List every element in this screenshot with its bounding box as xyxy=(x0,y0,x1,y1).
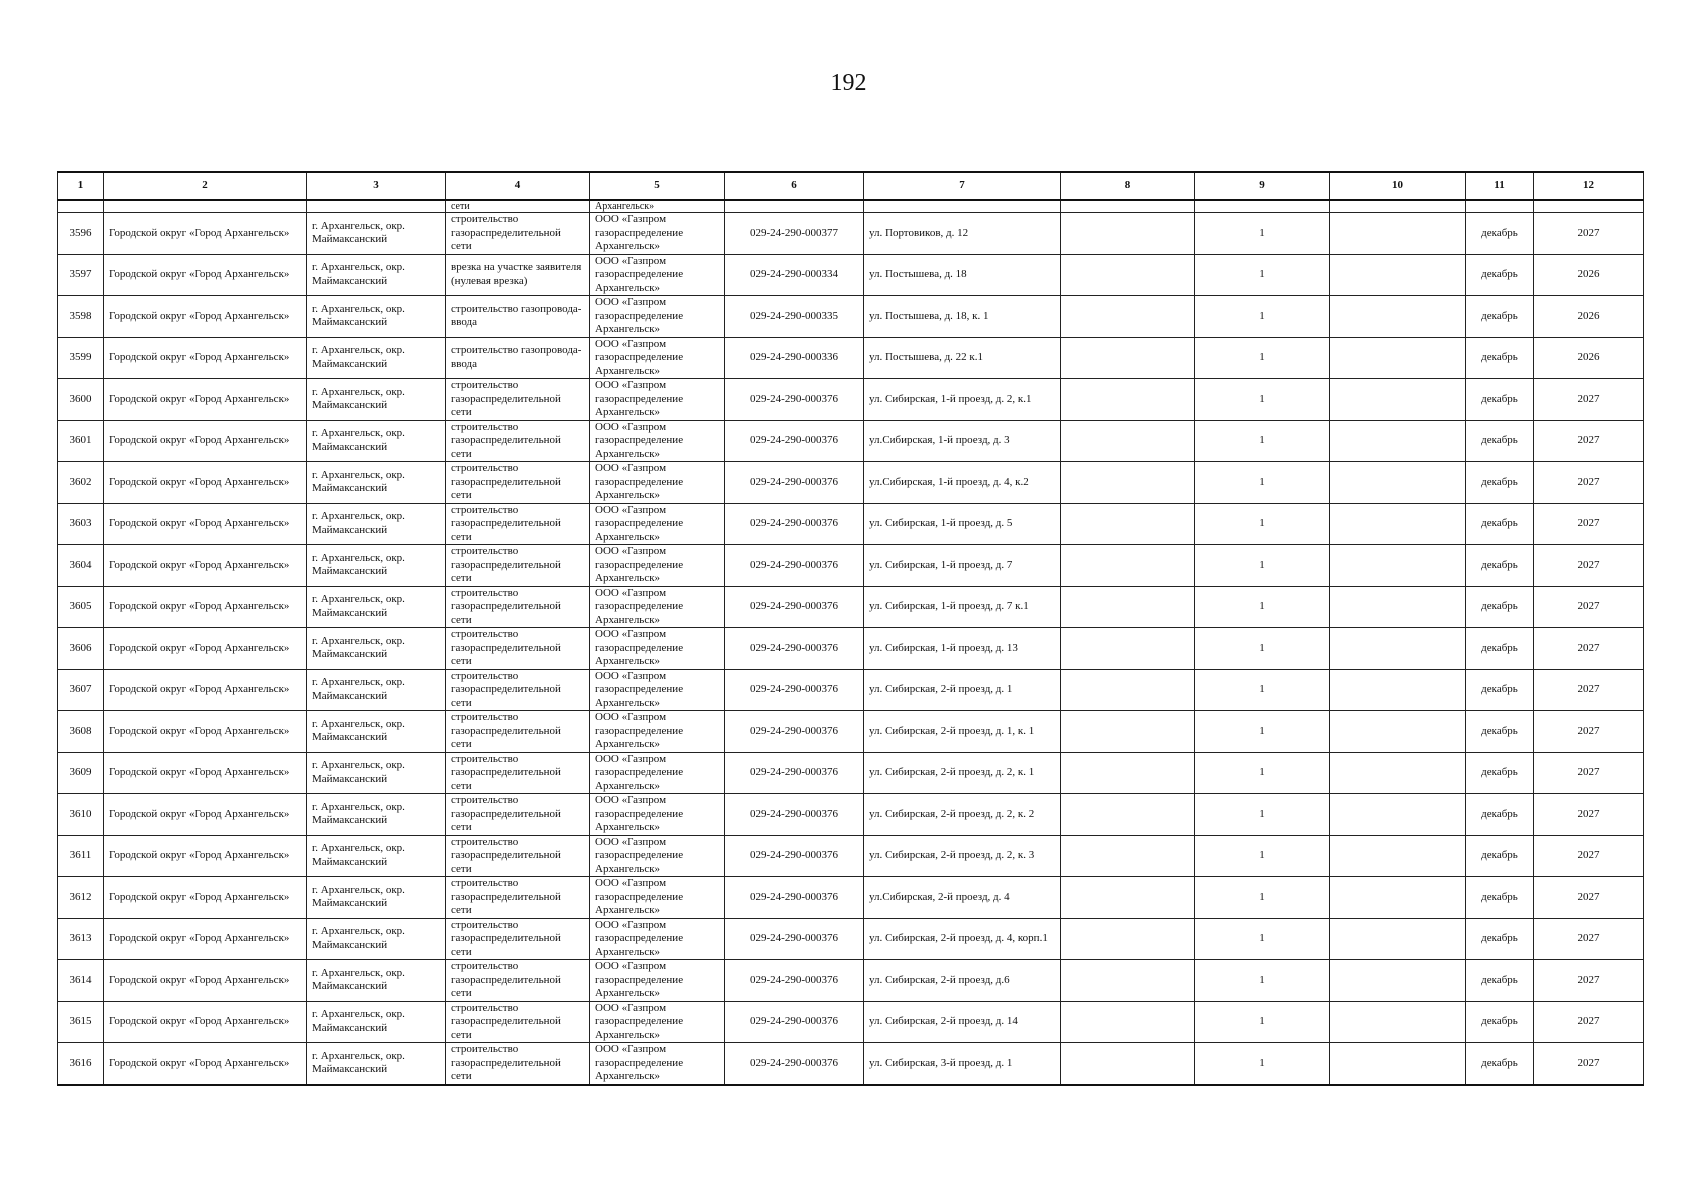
table-row xyxy=(58,420,1644,462)
month-cell: декабрь xyxy=(1466,918,1534,960)
district-cell: Городской округ «Город Архангельск» xyxy=(104,835,307,877)
work-type-cell: строительство газораспределительной сети xyxy=(446,918,590,960)
column-header: 4 xyxy=(446,172,590,200)
column-8-cell xyxy=(1061,1043,1195,1085)
locality-cell: г. Архангельск, окр. Маймаксанский xyxy=(307,420,446,462)
month-cell: декабрь xyxy=(1466,586,1534,628)
work-type-cell: строительство газораспределительной сети xyxy=(446,877,590,919)
table-row xyxy=(58,213,1644,255)
code-cell: 029-24-290-000376 xyxy=(725,918,864,960)
row-number: 3605 xyxy=(58,586,104,628)
year-cell: 2026 xyxy=(1534,296,1644,338)
address-cell: ул. Сибирская, 2-й проезд, д. 1, к. 1 xyxy=(864,711,1061,753)
count-cell: 1 xyxy=(1195,545,1330,587)
column-10-cell xyxy=(1330,711,1466,753)
address-cell: ул. Постышева, д. 22 к.1 xyxy=(864,337,1061,379)
address-cell: ул. Сибирская, 2-й проезд, д. 2, к. 3 xyxy=(864,835,1061,877)
month-cell: декабрь xyxy=(1466,794,1534,836)
column-10-cell xyxy=(1330,503,1466,545)
table-row xyxy=(58,1043,1644,1085)
code-cell: 029-24-290-000376 xyxy=(725,1001,864,1043)
district-cell: Городской округ «Город Архангельск» xyxy=(104,254,307,296)
row-number: 3610 xyxy=(58,794,104,836)
organization-cell: ООО «Газпром газораспределение Архангельск» xyxy=(590,213,725,255)
count-cell: 1 xyxy=(1195,960,1330,1002)
address-cell: ул. Сибирская, 1-й проезд, д. 7 xyxy=(864,545,1061,587)
code-cell: 029-24-290-000376 xyxy=(725,835,864,877)
header-row xyxy=(58,172,1644,200)
count-cell: 1 xyxy=(1195,213,1330,255)
year-cell: 2027 xyxy=(1534,711,1644,753)
column-header: 5 xyxy=(590,172,725,200)
table-row xyxy=(58,503,1644,545)
table-row xyxy=(58,254,1644,296)
row-number: 3597 xyxy=(58,254,104,296)
code-cell: 029-24-290-000376 xyxy=(725,379,864,421)
column-10-cell xyxy=(1330,835,1466,877)
month-cell: декабрь xyxy=(1466,379,1534,421)
organization-cell: ООО «Газпром газораспределение Архангельск» xyxy=(590,628,725,670)
address-cell: ул. Сибирская, 3-й проезд, д. 1 xyxy=(864,1043,1061,1085)
row-number: 3596 xyxy=(58,213,104,255)
month-cell: декабрь xyxy=(1466,752,1534,794)
column-10-cell xyxy=(1330,586,1466,628)
row-number: 3611 xyxy=(58,835,104,877)
column-10-cell xyxy=(1330,420,1466,462)
continuation-org: Архангельск» xyxy=(590,200,725,213)
column-10-cell xyxy=(1330,669,1466,711)
work-type-cell: строительство газораспределительной сети xyxy=(446,379,590,421)
column-10-cell xyxy=(1330,918,1466,960)
work-type-cell: строительство газораспределительной сети xyxy=(446,669,590,711)
district-cell: Городской округ «Город Архангельск» xyxy=(104,503,307,545)
locality-cell: г. Архангельск, окр. Маймаксанский xyxy=(307,254,446,296)
count-cell: 1 xyxy=(1195,586,1330,628)
address-cell: ул. Сибирская, 2-й проезд, д. 1 xyxy=(864,669,1061,711)
code-cell: 029-24-290-000376 xyxy=(725,877,864,919)
column-header: 12 xyxy=(1534,172,1644,200)
column-8-cell xyxy=(1061,835,1195,877)
month-cell: декабрь xyxy=(1466,1043,1534,1085)
count-cell: 1 xyxy=(1195,794,1330,836)
organization-cell: ООО «Газпром газораспределение Архангельск» xyxy=(590,462,725,504)
district-cell: Городской округ «Город Архангельск» xyxy=(104,794,307,836)
address-cell: ул. Постышева, д. 18 xyxy=(864,254,1061,296)
row-number: 3606 xyxy=(58,628,104,670)
count-cell: 1 xyxy=(1195,752,1330,794)
organization-cell: ООО «Газпром газораспределение Архангельск» xyxy=(590,835,725,877)
column-header: 10 xyxy=(1330,172,1466,200)
column-8-cell xyxy=(1061,669,1195,711)
column-header: 8 xyxy=(1061,172,1195,200)
count-cell: 1 xyxy=(1195,1001,1330,1043)
address-cell: ул.Сибирская, 1-й проезд, д. 4, к.2 xyxy=(864,462,1061,504)
work-type-cell: строительство газораспределительной сети xyxy=(446,794,590,836)
locality-cell: г. Архангельск, окр. Маймаксанский xyxy=(307,960,446,1002)
month-cell: декабрь xyxy=(1466,503,1534,545)
count-cell: 1 xyxy=(1195,877,1330,919)
code-cell: 029-24-290-000376 xyxy=(725,586,864,628)
district-cell: Городской округ «Город Архангельск» xyxy=(104,1043,307,1085)
district-cell: Городской округ «Город Архангельск» xyxy=(104,877,307,919)
code-cell: 029-24-290-000376 xyxy=(725,711,864,753)
district-cell: Городской округ «Город Архангельск» xyxy=(104,711,307,753)
month-cell: декабрь xyxy=(1466,337,1534,379)
locality-cell: г. Архангельск, окр. Маймаксанский xyxy=(307,1043,446,1085)
month-cell: декабрь xyxy=(1466,711,1534,753)
month-cell: декабрь xyxy=(1466,254,1534,296)
count-cell: 1 xyxy=(1195,711,1330,753)
organization-cell: ООО «Газпром газораспределение Архангельск» xyxy=(590,337,725,379)
column-10-cell xyxy=(1330,752,1466,794)
row-number: 3600 xyxy=(58,379,104,421)
locality-cell: г. Архангельск, окр. Маймаксанский xyxy=(307,503,446,545)
column-header: 1 xyxy=(58,172,104,200)
code-cell: 029-24-290-000376 xyxy=(725,462,864,504)
column-8-cell xyxy=(1061,628,1195,670)
table-row xyxy=(58,960,1644,1002)
code-cell: 029-24-290-000377 xyxy=(725,213,864,255)
work-type-cell: строительство газораспределительной сети xyxy=(446,960,590,1002)
organization-cell: ООО «Газпром газораспределение Архангельск» xyxy=(590,503,725,545)
work-type-cell: строительство газораспределительной сети xyxy=(446,586,590,628)
work-type-cell: врезка на участке заявителя (нулевая врезка) xyxy=(446,254,590,296)
month-cell: декабрь xyxy=(1466,669,1534,711)
table-row xyxy=(58,586,1644,628)
row-number: 3608 xyxy=(58,711,104,753)
column-8-cell xyxy=(1061,420,1195,462)
code-cell: 029-24-290-000376 xyxy=(725,752,864,794)
year-cell: 2026 xyxy=(1534,337,1644,379)
work-type-cell: строительство газораспределительной сети xyxy=(446,462,590,504)
column-8-cell xyxy=(1061,752,1195,794)
column-header: 9 xyxy=(1195,172,1330,200)
year-cell: 2027 xyxy=(1534,628,1644,670)
column-header: 6 xyxy=(725,172,864,200)
district-cell: Городской округ «Город Архангельск» xyxy=(104,628,307,670)
district-cell: Городской округ «Город Архангельск» xyxy=(104,337,307,379)
column-header: 11 xyxy=(1466,172,1534,200)
work-type-cell: строительство газораспределительной сети xyxy=(446,628,590,670)
month-cell: декабрь xyxy=(1466,296,1534,338)
work-type-cell: строительство газопровода-ввода xyxy=(446,296,590,338)
organization-cell: ООО «Газпром газораспределение Архангельск» xyxy=(590,1001,725,1043)
column-8-cell xyxy=(1061,586,1195,628)
count-cell: 1 xyxy=(1195,420,1330,462)
organization-cell: ООО «Газпром газораспределение Архангельск» xyxy=(590,794,725,836)
month-cell: декабрь xyxy=(1466,628,1534,670)
column-10-cell xyxy=(1330,1001,1466,1043)
year-cell: 2026 xyxy=(1534,254,1644,296)
code-cell: 029-24-290-000376 xyxy=(725,628,864,670)
year-cell: 2027 xyxy=(1534,545,1644,587)
column-10-cell xyxy=(1330,794,1466,836)
address-cell: ул. Сибирская, 1-й проезд, д. 5 xyxy=(864,503,1061,545)
district-cell: Городской округ «Город Архангельск» xyxy=(104,296,307,338)
row-number: 3599 xyxy=(58,337,104,379)
work-type-cell: строительство газораспределительной сети xyxy=(446,1001,590,1043)
organization-cell: ООО «Газпром газораспределение Архангельск» xyxy=(590,711,725,753)
district-cell: Городской округ «Город Архангельск» xyxy=(104,462,307,504)
organization-cell: ООО «Газпром газораспределение Архангельск» xyxy=(590,545,725,587)
work-type-cell: строительство газораспределительной сети xyxy=(446,213,590,255)
locality-cell: г. Архангельск, окр. Маймаксанский xyxy=(307,296,446,338)
column-10-cell xyxy=(1330,379,1466,421)
count-cell: 1 xyxy=(1195,254,1330,296)
table-row xyxy=(58,296,1644,338)
organization-cell: ООО «Газпром газораспределение Архангельск» xyxy=(590,379,725,421)
district-cell: Городской округ «Город Архангельск» xyxy=(104,918,307,960)
locality-cell: г. Архангельск, окр. Маймаксанский xyxy=(307,379,446,421)
organization-cell: ООО «Газпром газораспределение Архангельск» xyxy=(590,918,725,960)
organization-cell: ООО «Газпром газораспределение Архангельск» xyxy=(590,669,725,711)
code-cell: 029-24-290-000376 xyxy=(725,503,864,545)
month-cell: декабрь xyxy=(1466,1001,1534,1043)
column-8-cell xyxy=(1061,337,1195,379)
column-8-cell xyxy=(1061,960,1195,1002)
address-cell: ул. Портовиков, д. 12 xyxy=(864,213,1061,255)
column-10-cell xyxy=(1330,877,1466,919)
column-8-cell xyxy=(1061,503,1195,545)
code-cell: 029-24-290-000376 xyxy=(725,1043,864,1085)
table-row xyxy=(58,752,1644,794)
work-type-cell: строительство газораспределительной сети xyxy=(446,420,590,462)
row-number: 3607 xyxy=(58,669,104,711)
locality-cell: г. Архангельск, окр. Маймаксанский xyxy=(307,586,446,628)
organization-cell: ООО «Газпром газораспределение Архангельск» xyxy=(590,420,725,462)
work-type-cell: строительство газораспределительной сети xyxy=(446,1043,590,1085)
count-cell: 1 xyxy=(1195,835,1330,877)
district-cell: Городской округ «Город Архангельск» xyxy=(104,669,307,711)
year-cell: 2027 xyxy=(1534,503,1644,545)
count-cell: 1 xyxy=(1195,462,1330,504)
table-row xyxy=(58,628,1644,670)
column-10-cell xyxy=(1330,1043,1466,1085)
address-cell: ул. Сибирская, 2-й проезд, д. 14 xyxy=(864,1001,1061,1043)
column-8-cell xyxy=(1061,918,1195,960)
row-number: 3601 xyxy=(58,420,104,462)
table-row xyxy=(58,669,1644,711)
locality-cell: г. Архангельск, окр. Маймаксанский xyxy=(307,918,446,960)
count-cell: 1 xyxy=(1195,628,1330,670)
page-number: 192 xyxy=(830,70,867,96)
work-type-cell: строительство газораспределительной сети xyxy=(446,752,590,794)
count-cell: 1 xyxy=(1195,918,1330,960)
table-row xyxy=(58,337,1644,379)
column-8-cell xyxy=(1061,877,1195,919)
code-cell: 029-24-290-000376 xyxy=(725,420,864,462)
address-cell: ул. Сибирская, 2-й проезд, д.6 xyxy=(864,960,1061,1002)
district-cell: Городской округ «Город Архангельск» xyxy=(104,420,307,462)
organization-cell: ООО «Газпром газораспределение Архангельск» xyxy=(590,877,725,919)
year-cell: 2027 xyxy=(1534,213,1644,255)
year-cell: 2027 xyxy=(1534,960,1644,1002)
column-10-cell xyxy=(1330,337,1466,379)
year-cell: 2027 xyxy=(1534,462,1644,504)
continuation-row xyxy=(58,200,1644,213)
locality-cell: г. Архангельск, окр. Маймаксанский xyxy=(307,545,446,587)
locality-cell: г. Архангельск, окр. Маймаксанский xyxy=(307,337,446,379)
work-type-cell: строительство газораспределительной сети xyxy=(446,711,590,753)
district-cell: Городской округ «Город Архангельск» xyxy=(104,1001,307,1043)
table-row xyxy=(58,835,1644,877)
address-cell: ул. Сибирская, 1-й проезд, д. 2, к.1 xyxy=(864,379,1061,421)
year-cell: 2027 xyxy=(1534,794,1644,836)
count-cell: 1 xyxy=(1195,337,1330,379)
count-cell: 1 xyxy=(1195,503,1330,545)
work-type-cell: строительство газораспределительной сети xyxy=(446,835,590,877)
row-number: 3613 xyxy=(58,918,104,960)
organization-cell: ООО «Газпром газораспределение Архангельск» xyxy=(590,1043,725,1085)
work-type-cell: строительство газораспределительной сети xyxy=(446,503,590,545)
row-number: 3602 xyxy=(58,462,104,504)
address-cell: ул. Сибирская, 2-й проезд, д. 4, корп.1 xyxy=(864,918,1061,960)
column-10-cell xyxy=(1330,628,1466,670)
continuation-work: сети xyxy=(446,200,590,213)
row-number: 3612 xyxy=(58,877,104,919)
district-cell: Городской округ «Город Архангельск» xyxy=(104,379,307,421)
locality-cell: г. Архангельск, окр. Маймаксанский xyxy=(307,752,446,794)
row-number: 3604 xyxy=(58,545,104,587)
address-cell: ул.Сибирская, 1-й проезд, д. 3 xyxy=(864,420,1061,462)
month-cell: декабрь xyxy=(1466,960,1534,1002)
count-cell: 1 xyxy=(1195,1043,1330,1085)
address-cell: ул. Сибирская, 1-й проезд, д. 13 xyxy=(864,628,1061,670)
locality-cell: г. Архангельск, окр. Маймаксанский xyxy=(307,877,446,919)
code-cell: 029-24-290-000376 xyxy=(725,960,864,1002)
organization-cell: ООО «Газпром газораспределение Архангельск» xyxy=(590,752,725,794)
code-cell: 029-24-290-000376 xyxy=(725,669,864,711)
column-header: 7 xyxy=(864,172,1061,200)
work-type-cell: строительство газораспределительной сети xyxy=(446,545,590,587)
column-10-cell xyxy=(1330,296,1466,338)
table-row xyxy=(58,1001,1644,1043)
column-header: 2 xyxy=(104,172,307,200)
table-row xyxy=(58,918,1644,960)
year-cell: 2027 xyxy=(1534,379,1644,421)
organization-cell: ООО «Газпром газораспределение Архангельск» xyxy=(590,296,725,338)
table-row xyxy=(58,794,1644,836)
column-8-cell xyxy=(1061,379,1195,421)
locality-cell: г. Архангельск, окр. Маймаксанский xyxy=(307,711,446,753)
year-cell: 2027 xyxy=(1534,752,1644,794)
organization-cell: ООО «Газпром газораспределение Архангельск» xyxy=(590,254,725,296)
row-number: 3615 xyxy=(58,1001,104,1043)
column-10-cell xyxy=(1330,960,1466,1002)
month-cell: декабрь xyxy=(1466,835,1534,877)
column-8-cell xyxy=(1061,1001,1195,1043)
column-10-cell xyxy=(1330,254,1466,296)
code-cell: 029-24-290-000336 xyxy=(725,337,864,379)
address-cell: ул. Сибирская, 2-й проезд, д. 2, к. 2 xyxy=(864,794,1061,836)
table-row xyxy=(58,379,1644,421)
locality-cell: г. Архангельск, окр. Маймаксанский xyxy=(307,628,446,670)
table-row xyxy=(58,545,1644,587)
year-cell: 2027 xyxy=(1534,669,1644,711)
address-cell: ул. Сибирская, 1-й проезд, д. 7 к.1 xyxy=(864,586,1061,628)
count-cell: 1 xyxy=(1195,379,1330,421)
code-cell: 029-24-290-000376 xyxy=(725,794,864,836)
month-cell: декабрь xyxy=(1466,213,1534,255)
year-cell: 2027 xyxy=(1534,1001,1644,1043)
count-cell: 1 xyxy=(1195,669,1330,711)
month-cell: декабрь xyxy=(1466,877,1534,919)
row-number: 3598 xyxy=(58,296,104,338)
year-cell: 2027 xyxy=(1534,877,1644,919)
address-cell: ул.Сибирская, 2-й проезд, д. 4 xyxy=(864,877,1061,919)
year-cell: 2027 xyxy=(1534,918,1644,960)
organization-cell: ООО «Газпром газораспределение Архангельск» xyxy=(590,960,725,1002)
locality-cell: г. Архангельск, окр. Маймаксанский xyxy=(307,835,446,877)
column-8-cell xyxy=(1061,213,1195,255)
year-cell: 2027 xyxy=(1534,586,1644,628)
column-8-cell xyxy=(1061,794,1195,836)
month-cell: декабрь xyxy=(1466,462,1534,504)
address-cell: ул. Сибирская, 2-й проезд, д. 2, к. 1 xyxy=(864,752,1061,794)
district-cell: Городской округ «Город Архангельск» xyxy=(104,213,307,255)
code-cell: 029-24-290-000335 xyxy=(725,296,864,338)
organization-cell: ООО «Газпром газораспределение Архангельск» xyxy=(590,586,725,628)
locality-cell: г. Архангельск, окр. Маймаксанский xyxy=(307,462,446,504)
month-cell: декабрь xyxy=(1466,545,1534,587)
row-number: 3614 xyxy=(58,960,104,1002)
count-cell: 1 xyxy=(1195,296,1330,338)
work-type-cell: строительство газопровода-ввода xyxy=(446,337,590,379)
row-number: 3603 xyxy=(58,503,104,545)
month-cell: декабрь xyxy=(1466,420,1534,462)
code-cell: 029-24-290-000376 xyxy=(725,545,864,587)
column-8-cell xyxy=(1061,254,1195,296)
column-8-cell xyxy=(1061,711,1195,753)
district-cell: Городской округ «Город Архангельск» xyxy=(104,586,307,628)
row-number: 3609 xyxy=(58,752,104,794)
register-table xyxy=(57,171,1644,1086)
district-cell: Городской округ «Город Архангельск» xyxy=(104,960,307,1002)
year-cell: 2027 xyxy=(1534,835,1644,877)
column-8-cell xyxy=(1061,545,1195,587)
address-cell: ул. Постышева, д. 18, к. 1 xyxy=(864,296,1061,338)
code-cell: 029-24-290-000334 xyxy=(725,254,864,296)
year-cell: 2027 xyxy=(1534,420,1644,462)
column-8-cell xyxy=(1061,296,1195,338)
column-header: 3 xyxy=(307,172,446,200)
column-10-cell xyxy=(1330,213,1466,255)
locality-cell: г. Архангельск, окр. Маймаксанский xyxy=(307,1001,446,1043)
table-row xyxy=(58,711,1644,753)
row-number: 3616 xyxy=(58,1043,104,1085)
table-row xyxy=(58,877,1644,919)
column-10-cell xyxy=(1330,462,1466,504)
district-cell: Городской округ «Город Архангельск» xyxy=(104,545,307,587)
column-8-cell xyxy=(1061,462,1195,504)
locality-cell: г. Архангельск, окр. Маймаксанский xyxy=(307,669,446,711)
locality-cell: г. Архангельск, окр. Маймаксанский xyxy=(307,213,446,255)
district-cell: Городской округ «Город Архангельск» xyxy=(104,752,307,794)
locality-cell: г. Архангельск, окр. Маймаксанский xyxy=(307,794,446,836)
year-cell: 2027 xyxy=(1534,1043,1644,1085)
column-10-cell xyxy=(1330,545,1466,587)
table-row xyxy=(58,462,1644,504)
